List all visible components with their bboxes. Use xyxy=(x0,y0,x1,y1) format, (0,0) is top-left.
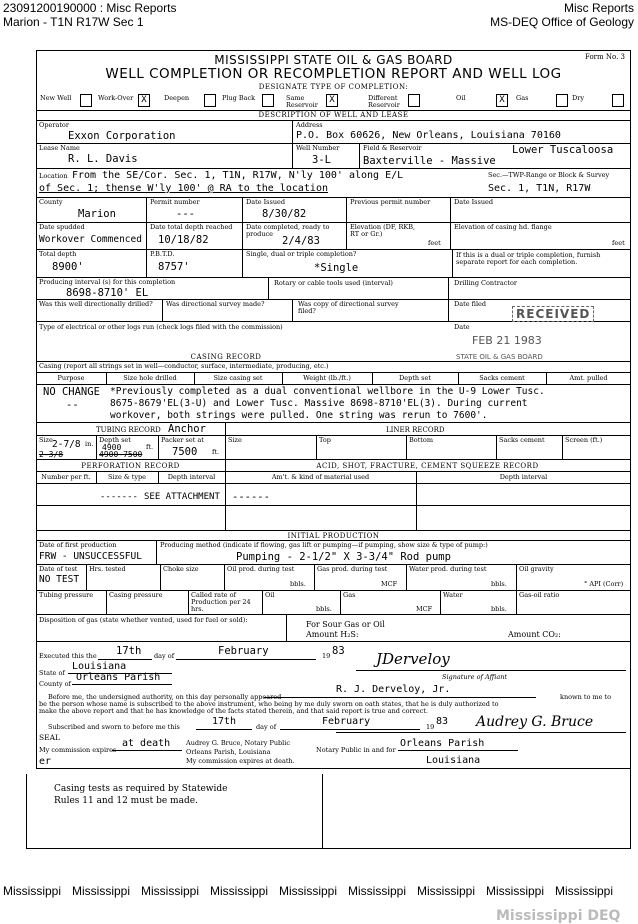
footer-label: Mississippi xyxy=(72,884,131,898)
elevation-label: Elevation (DF, RKB, RT or Gr.) xyxy=(350,223,416,238)
method-value: Pumping - 2-1/2" X 3-3/4" Rod pump xyxy=(236,551,451,563)
address-label: Address xyxy=(296,121,323,129)
checkbox-gas[interactable] xyxy=(556,94,568,107)
date-issued-2-label: Date Issued xyxy=(454,198,494,206)
oil-unit: bbls. xyxy=(290,580,306,588)
date-filed-label: Date filed xyxy=(454,300,487,308)
date-completed-value: 2/4/83 xyxy=(282,235,320,247)
perforation-heading: PERFORATION RECORD xyxy=(81,462,180,470)
notary-signature: Audrey G. Bruce xyxy=(476,714,594,730)
field-label: Field & Reservoir xyxy=(363,144,422,152)
footer-label: Mississippi xyxy=(417,884,476,898)
address-value: P.O. Box 60626, New Orleans, Louisiana 70160 xyxy=(296,130,561,141)
date-completed-label: Date completed, ready to produce xyxy=(246,223,330,238)
notary-for-label: Notary Public in and for xyxy=(316,746,396,754)
completion-label-same-reservoir: Same Reservoir xyxy=(286,94,318,109)
completion-label-new-well: New Well xyxy=(40,94,72,102)
test-col-header: Date of test xyxy=(39,565,78,573)
before-text-1: Before me, the undersigned authority, on this day personally appeared xyxy=(48,693,282,701)
executed-year-prefix: 19 xyxy=(322,652,331,660)
executed-day-of: day of xyxy=(154,652,175,660)
before-text-2: be the person whose name is subscribed to the above instrument, who being by me duly sworn on oath states, that he is duly authorized to xyxy=(39,700,499,708)
water-unit: bbls. xyxy=(491,580,507,588)
tubing-depth-label: Depth set xyxy=(99,436,131,444)
liner-col-header: Screen (ft.) xyxy=(565,436,603,444)
subscribed-month: February xyxy=(322,716,371,727)
casing-remark-3: workover, both strings were pulled. One string was rerun to 7600'. xyxy=(110,410,488,421)
perforation-col-divider xyxy=(158,471,159,483)
liner-col-divider xyxy=(316,435,317,459)
sour-gas-label: For Sour Gas or Oil xyxy=(306,620,385,629)
document-id: 23091200190000 : Misc Reports xyxy=(3,1,177,15)
liner-col-divider xyxy=(406,435,407,459)
casing-col-header: Size hole drilled xyxy=(123,374,177,382)
casing-col-header: Amt. pulled xyxy=(569,374,608,382)
notary-state-value: Louisiana xyxy=(426,755,481,766)
completion-label-gas: Gas xyxy=(516,94,529,102)
permit-value: --- xyxy=(176,208,195,220)
casing-col-divider xyxy=(458,372,459,384)
total-depth-label: Total depth xyxy=(39,250,77,258)
permit-label: Permit number xyxy=(150,198,200,206)
well-number-label: Well Number xyxy=(296,144,340,152)
liner-col-header: Sacks cement xyxy=(499,436,545,444)
well-completion-form xyxy=(36,50,631,924)
executed-year: 83 xyxy=(332,645,345,657)
casing-col-header: Size casing set xyxy=(213,374,263,382)
date-td-value: 10/18/82 xyxy=(158,234,209,246)
notary-name-stamp: Audrey G. Bruce, Notary Public xyxy=(186,739,290,747)
pressure-col-header: Oil xyxy=(265,591,275,599)
form-subtitle: WELL COMPLETION OR RECOMPLETION REPORT AND WELL LOG xyxy=(105,66,562,82)
oil-rate-unit: bbls. xyxy=(316,605,332,613)
location-subtitle: Marion - T1N R17W Sec 1 xyxy=(3,15,144,29)
perforation-dashes: ------- xyxy=(100,492,138,502)
perforation-col-header: Size & type xyxy=(107,473,146,481)
test-date-value: NO TEST xyxy=(39,574,80,585)
pressure-col-divider xyxy=(340,590,341,614)
casing-col-divider xyxy=(372,372,373,384)
sec-twp-label: Sec.—TWP-Range or Block & Survey xyxy=(488,171,610,179)
field-value-2: Baxterville - Massive xyxy=(363,155,496,167)
perforation-col-header: Number per ft. xyxy=(41,473,91,481)
received-stamp: RECEIVED xyxy=(512,306,594,322)
liner-col-header: Size xyxy=(228,436,242,444)
liner-col-divider xyxy=(562,435,563,459)
executed-label: Executed this the xyxy=(39,652,97,660)
survey-label: Was directional survey made? xyxy=(166,300,265,308)
liner-col-divider xyxy=(496,435,497,459)
form-number: Form No. 3 xyxy=(584,53,625,61)
drilling-contractor-label: Drilling Contractor xyxy=(454,279,517,287)
acid-col-header: Depth interval xyxy=(499,473,548,481)
casing-col-header: Weight (lb./ft.) xyxy=(303,374,351,382)
tubing-depth-1: 4900 xyxy=(102,443,122,452)
pbtd-label: P.B.T.D. xyxy=(150,250,175,258)
date-issued-value: 8/30/82 xyxy=(262,208,307,220)
tubing-depth-unit: ft. xyxy=(146,443,154,451)
previous-permit-label: Previous permit number xyxy=(350,198,431,206)
casing-remark-2: 8675-8679'EL(3-U) and Lower Tusc. Massive 8698-8710'EL(3). During current xyxy=(110,398,528,409)
acid-col-header: Am't. & kind of material used xyxy=(271,473,370,481)
test-col-divider xyxy=(160,564,161,590)
casing-col-header: Purpose xyxy=(57,374,85,382)
tubing-size-1: 2-7/8 xyxy=(52,439,81,450)
location-line-2: of Sec. 1; thense W'ly 100' @ RA to the location xyxy=(39,183,328,194)
pressure-col-header: Casing pressure xyxy=(109,591,163,599)
designate-heading: DESIGNATE TYPE OF COMPLETION: xyxy=(258,83,409,91)
acid-heading: ACID, SHOT, FRACTURE, CEMENT SQUEEZE RECORD xyxy=(316,462,539,470)
elev-casing-label: Elevation of casing hd. flange xyxy=(454,223,552,231)
deq-watermark: Mississippi DEQ xyxy=(496,908,621,924)
tubing-heading: TUBING RECORD xyxy=(96,426,161,434)
notary-for-value: Orleans Parish xyxy=(400,738,485,749)
pressure-col-divider xyxy=(188,590,189,614)
producing-interval-value: 8698-8710' EL xyxy=(66,287,149,299)
pressure-col-divider xyxy=(516,590,517,614)
first-production-label: Date of first production xyxy=(39,541,117,549)
survey-copy-label: Was copy of directional survey filed? xyxy=(298,300,399,315)
test-col-header: Water prod. during test xyxy=(409,565,487,573)
method-label: Producing method (indicate if flowing, gas lift or pumping—if pumping, show size & type of pump:) xyxy=(160,541,488,549)
checkbox-work-over[interactable]: X xyxy=(138,94,150,107)
subscribed-year-prefix: 19 xyxy=(426,723,435,731)
liner-col-divider xyxy=(225,435,226,459)
executed-day: 17th xyxy=(116,645,142,657)
state-label: State of xyxy=(39,669,65,677)
casing-remark-1: *Previously completed as a dual conventional wellbore in the U-9 Lower Tusc. xyxy=(110,386,545,397)
pressure-col-header: Water xyxy=(443,591,463,599)
pbtd-value: 8757' xyxy=(158,261,190,273)
affiant-name: R. J. Derveloy, Jr. xyxy=(336,684,451,695)
form-title: MISSISSIPPI STATE OIL & GAS BOARD xyxy=(214,53,453,67)
logs-label: Type of electrical or other logs run (check logs filed with the commission) xyxy=(39,323,283,331)
elevation-unit: feet xyxy=(428,239,441,247)
perforation-value: SEE ATTACHMENT xyxy=(144,492,220,502)
lease-label: Lease Name xyxy=(39,144,80,152)
checkbox-new-well[interactable] xyxy=(80,94,92,107)
directional-label: Was this well directionally drilled? xyxy=(39,300,153,308)
test-col-header: Gas prod. during test xyxy=(317,565,388,573)
co2-label: Amount CO₂: xyxy=(508,630,561,639)
county-of-value: Orleans Parish xyxy=(76,672,161,683)
notary-expires-stamp: My commission expires at death. xyxy=(186,757,295,765)
subscribed-day-of: day of xyxy=(256,723,277,731)
h2s-label: Amount H₂S: xyxy=(306,630,359,639)
completion-label-different-reservoir: Different Reservoir xyxy=(368,94,400,109)
producing-interval-label: Producing interval (s) for this completion xyxy=(39,278,176,286)
liner-heading: LINER RECORD xyxy=(386,426,445,434)
tubing-size-2: 2-3/8 xyxy=(39,450,64,459)
first-production-value: FRW - UNSUCCESSFUL xyxy=(39,551,142,562)
pressure-col-header: Gas xyxy=(343,591,356,599)
liner-col-header: Bottom xyxy=(409,436,433,444)
county-of-label: County of xyxy=(39,680,71,688)
pressure-col-header: Gas-oil ratio xyxy=(519,591,560,599)
test-col-divider xyxy=(516,564,517,590)
acid-col-divider xyxy=(416,471,417,530)
tubing-depth-2: 4900-7500 xyxy=(99,450,143,459)
api-unit: ° API (Corr) xyxy=(584,580,624,588)
footer-label: Mississippi xyxy=(210,884,269,898)
casing-heading: CASING RECORD xyxy=(190,353,262,361)
footer-label: Mississippi xyxy=(555,884,614,898)
completion-kind-value: *Single xyxy=(314,262,359,274)
acid-value: ------ xyxy=(232,491,270,503)
cropped-text: er xyxy=(39,756,52,767)
test-col-divider xyxy=(406,564,407,590)
pressure-col-header: Tubing pressure xyxy=(39,591,94,599)
field-value-1: Lower Tuscaloosa xyxy=(512,144,614,156)
test-col-divider xyxy=(86,564,87,590)
before-text-3: make the above report and that he has knowledge of the facts stated therein, and that said report is true and correct. xyxy=(39,707,428,715)
date-issued-label: Date Issued xyxy=(246,198,286,206)
checkbox-deepen[interactable] xyxy=(204,94,216,107)
footer-label: Mississippi xyxy=(3,884,62,898)
completion-label-work-over: Work-Over xyxy=(98,94,134,102)
completion-label-deepen: Deepen xyxy=(164,94,190,102)
footer-label: Mississippi xyxy=(348,884,407,898)
pressure-col-header: Called rate of Production per 24 hrs. xyxy=(191,591,251,613)
casing-note: Casing (report all strings set in well—conductor, surface, intermediate, producing, etc.) xyxy=(39,362,329,370)
state-value: Louisiana xyxy=(72,661,127,672)
sec-twp-value: Sec. 1, T1N, R17W xyxy=(488,183,591,194)
footer-label: Mississippi xyxy=(486,884,545,898)
gas-unit: MCF xyxy=(381,580,398,588)
tubing-anchor: Anchor xyxy=(168,423,206,435)
test-col-header: Oil gravity xyxy=(519,565,554,573)
seal-label: SEAL xyxy=(39,733,61,742)
category-label: Misc Reports xyxy=(563,1,634,15)
completion-kind-label: Single, dual or triple completion? xyxy=(246,250,357,258)
operator-label: Operator xyxy=(39,121,69,129)
dual-note: If this is a dual or triple completion, furnish separate report for each completion. xyxy=(456,251,601,266)
date-td-label: Date total depth reached xyxy=(150,223,233,231)
date-label: Date xyxy=(454,323,470,331)
subscribed-year: 83 xyxy=(436,716,449,727)
checkbox-same-reservoir[interactable]: X xyxy=(326,94,338,107)
casing-col-header: Depth set xyxy=(399,374,431,382)
test-col-header: Hrs. tested xyxy=(89,565,126,573)
test-col-divider xyxy=(224,564,225,590)
perforation-col-header: Depth interval xyxy=(167,473,216,481)
test-col-divider xyxy=(314,564,315,590)
gas-rate-unit: MCF xyxy=(416,605,433,613)
rotary-label: Rotary or cable tools used (interval) xyxy=(274,279,393,287)
casing-col-divider xyxy=(546,372,547,384)
executed-month: February xyxy=(218,645,269,657)
commission-label: My commission expires xyxy=(39,746,117,754)
checkbox-oil[interactable]: X xyxy=(496,94,508,107)
notary-parish-stamp: Orleans Parish, Louisiana xyxy=(186,748,271,756)
casing-col-divider xyxy=(282,372,283,384)
checkbox-dry[interactable] xyxy=(612,94,624,107)
location-label: Location xyxy=(39,172,68,180)
casing-purpose: NO CHANGE xyxy=(43,386,100,398)
note-line-2: Rules 11 and 12 must be made. xyxy=(54,796,198,806)
footer-label: Mississippi xyxy=(141,884,200,898)
county-value: Marion xyxy=(78,208,116,220)
pressure-col-divider xyxy=(106,590,107,614)
packer-value: 7500 xyxy=(172,446,198,458)
water-rate-unit: bbls. xyxy=(491,605,507,613)
packer-label: Packer set at xyxy=(161,436,204,444)
packer-unit: ft. xyxy=(212,448,220,456)
liner-col-header: Top xyxy=(319,436,331,444)
date-spudded-value: Workover Commenced xyxy=(39,234,142,245)
production-heading: INITIAL PRODUCTION xyxy=(287,532,380,540)
lease-value: R. L. Davis xyxy=(68,153,138,165)
checkbox-plug-back[interactable] xyxy=(262,94,274,107)
completion-label-oil: Oil xyxy=(456,94,466,102)
date-spudded-label: Date spudded xyxy=(39,223,85,231)
signature-label: Signature of Affiant xyxy=(442,673,508,681)
tubing-size-unit: in. xyxy=(85,440,94,448)
received-stamp-date: FEB 21 1983 xyxy=(472,334,542,347)
commission-value: at death xyxy=(122,738,171,749)
affiant-signature: JDerveloy xyxy=(376,650,450,668)
location-line-1: From the SE/Cor. Sec. 1, T1N, R17W, N'ly 100' along E/L xyxy=(72,170,404,181)
well-number-value: 3-L xyxy=(312,154,331,166)
casing-col-divider xyxy=(194,372,195,384)
tubing-size-label: Size xyxy=(39,436,53,444)
checkbox-different-reservoir[interactable] xyxy=(408,94,420,107)
total-depth-value: 8900' xyxy=(52,261,84,273)
disposition-label: Disposition of gas (state whether vented, used for fuel or sold): xyxy=(39,616,248,624)
test-col-header: Oil prod. during test xyxy=(227,565,295,573)
pressure-col-divider xyxy=(440,590,441,614)
operator-value: Exxon Corporation xyxy=(68,130,176,142)
casing-col-divider xyxy=(106,372,107,384)
note-line-1: Casing tests as required by Statewide xyxy=(54,784,228,794)
subscribed-day: 17th xyxy=(212,716,237,727)
subscribed-label: Subscribed and sworn to before me this xyxy=(48,723,180,731)
test-col-header: Choke size xyxy=(163,565,199,573)
description-heading: DESCRIPTION OF WELL AND LEASE xyxy=(258,111,409,119)
pressure-col-divider xyxy=(262,590,263,614)
casing-col-header: Sacks cement xyxy=(479,374,525,382)
perforation-col-divider xyxy=(96,471,97,483)
known-text: known to me to xyxy=(560,693,612,701)
elev-casing-unit: feet xyxy=(612,239,625,247)
received-stamp-board: STATE OIL & GAS BOARD xyxy=(456,353,543,361)
completion-label-dry: Dry xyxy=(572,94,584,102)
county-label: County xyxy=(39,198,63,206)
casing-dash: -- xyxy=(66,399,79,411)
footer-label: Mississippi xyxy=(279,884,338,898)
agency-label: MS-DEQ Office of Geology xyxy=(490,15,634,29)
completion-label-plug-back: Plug Back xyxy=(222,94,256,102)
